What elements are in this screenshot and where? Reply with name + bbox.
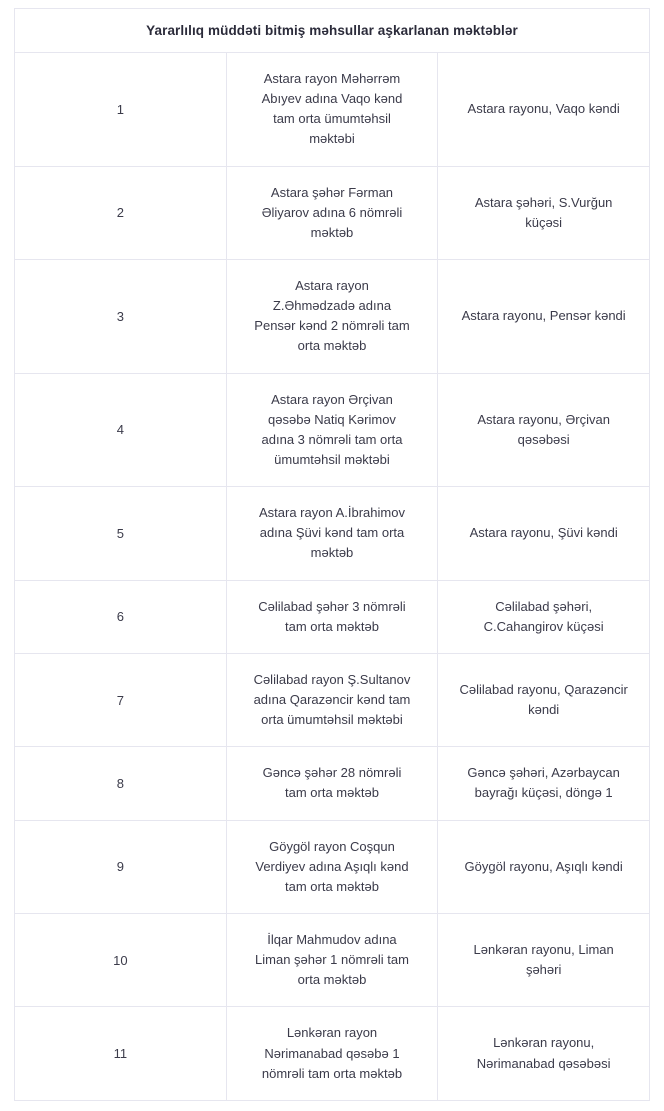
school-name: Göygöl rayon Coşqun Verdiyev adına Aşıqlı kənd tam orta məktəb [226,820,438,913]
school-address: Astara rayonu, Ərçivan qəsəbəsi [438,373,650,487]
row-number: 11 [15,1007,227,1100]
row-number: 4 [15,373,227,487]
row-number: 2 [15,166,227,259]
table-row [15,259,650,373]
table-row [15,747,650,820]
table-row [15,580,650,653]
table-row [15,820,650,913]
school-name: İlqar Mahmudov adına Liman şəhər 1 nömrəli tam orta məktəb [226,913,438,1006]
school-address: Cəlilabad rayonu, Qarazəncir kəndi [438,653,650,746]
table-row [15,1007,650,1100]
school-address: Astara rayonu, Vaqo kəndi [438,53,650,167]
table-row [15,53,650,167]
school-address: Astara şəhəri, S.Vurğun küçəsi [438,166,650,259]
school-address: Astara rayonu, Şüvi kəndi [438,487,650,580]
school-address: Lənkəran rayonu, Nərimanabad qəsəbəsi [438,1007,650,1100]
row-number: 9 [15,820,227,913]
school-address: Cəlilabad şəhəri, C.Cahangirov küçəsi [438,580,650,653]
school-name: Astara rayon A.İbrahimov adına Şüvi kənd tam orta məktəb [226,487,438,580]
school-name: Astara rayon Məhərrəm Abıyev adına Vaqo kənd tam orta ümumtəhsil məktəbi [226,53,438,167]
table-title-row [15,9,650,53]
school-name: Cəlilabad rayon Ş.Sultanov adına Qarazəncir kənd tam orta ümumtəhsil məktəbi [226,653,438,746]
table-row [15,373,650,487]
row-number: 5 [15,487,227,580]
row-number: 8 [15,747,227,820]
row-number: 7 [15,653,227,746]
row-number: 10 [15,913,227,1006]
school-address: Astara rayonu, Pensər kəndi [438,259,650,373]
school-address: Gəncə şəhəri, Azərbaycan bayrağı küçəsi, döngə 1 [438,747,650,820]
school-address: Göygöl rayonu, Aşıqlı kəndi [438,820,650,913]
table-row [15,487,650,580]
table-row [15,913,650,1006]
school-name: Cəlilabad şəhər 3 nömrəli tam orta məktəb [226,580,438,653]
school-name: Lənkəran rayon Nərimanabad qəsəbə 1 nömrəli tam orta məktəb [226,1007,438,1100]
table-row [15,653,650,746]
table-header [15,9,650,53]
school-name: Astara rayon Z.Əhmədzadə adına Pensər kənd 2 nömrəli tam orta məktəb [226,259,438,373]
table-row [15,166,650,259]
school-name: Astara rayon Ərçivan qəsəbə Natiq Kərimov adına 3 nömrəli tam orta ümumtəhsil məktəbi [226,373,438,487]
school-address: Lənkəran rayonu, Liman şəhəri [438,913,650,1006]
row-number: 3 [15,259,227,373]
page-title: Yararlılıq müddəti bitmiş məhsullar aşkarlanan məktəblər [15,9,650,53]
row-number: 1 [15,53,227,167]
schools-table [14,8,650,1101]
school-name: Gəncə şəhər 28 nömrəli tam orta məktəb [226,747,438,820]
row-number: 6 [15,580,227,653]
table-body [15,53,650,1101]
school-name: Astara şəhər Fərman Əliyarov adına 6 nömrəli məktəb [226,166,438,259]
